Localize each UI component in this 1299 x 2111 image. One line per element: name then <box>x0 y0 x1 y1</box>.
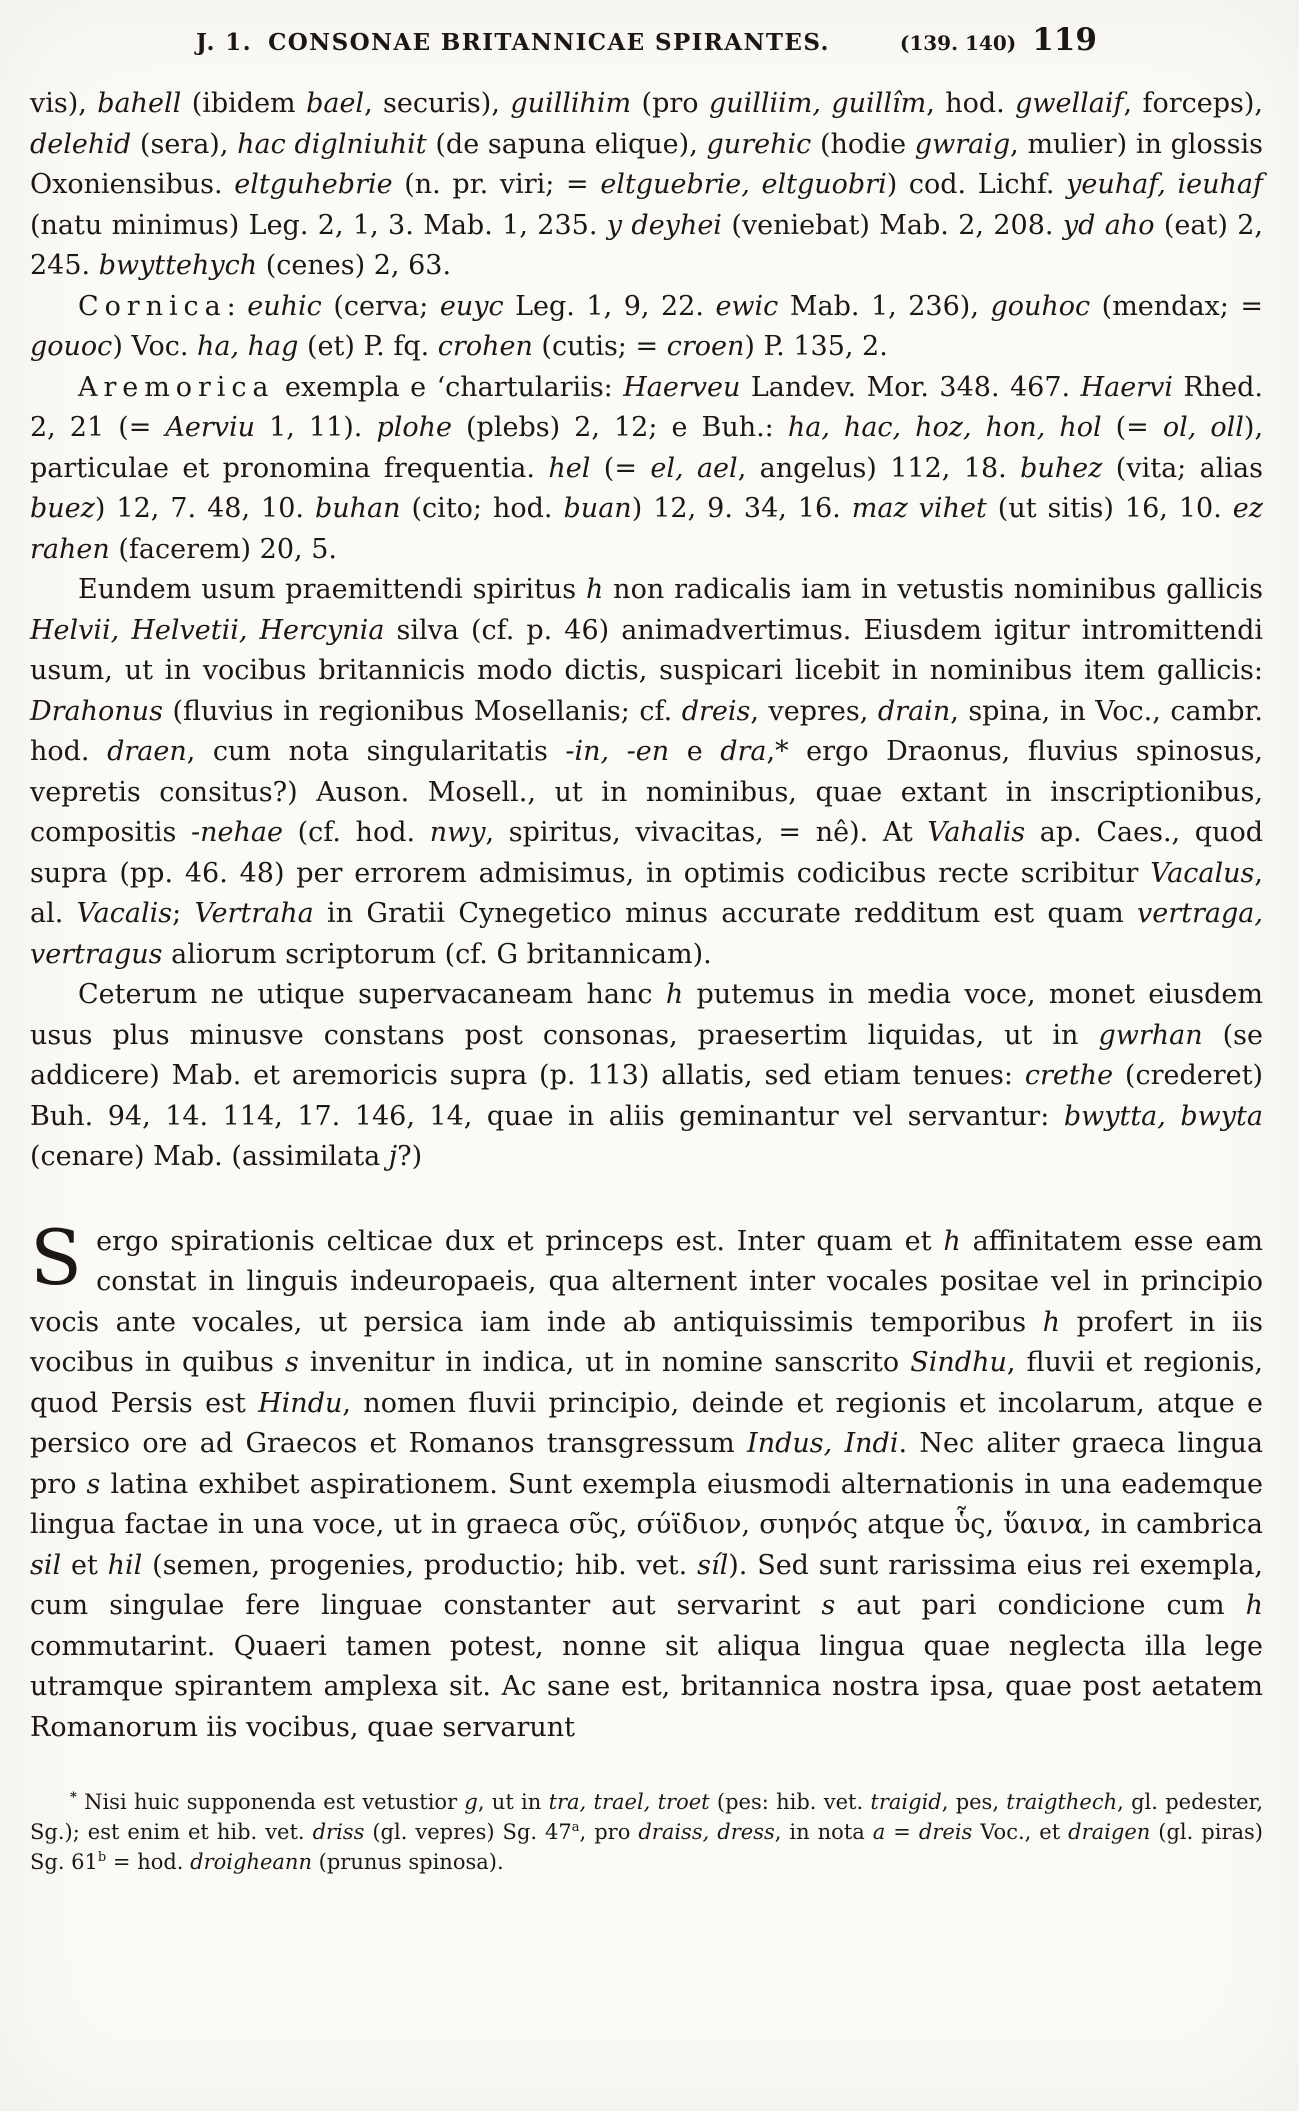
text-run: latina exhibet aspirationem. Sunt exempla eiusmodi alternationis in una eademque lingua factae in una voce, ut in graeca <box>30 1468 1264 1540</box>
text-run: plohe <box>376 412 452 443</box>
text-run: Nisi huic supponenda est vetustior <box>76 1790 465 1814</box>
text-run: (cerva; <box>321 290 440 322</box>
text-run: Hindu <box>258 1387 343 1419</box>
header-title: CONSONAE BRITANNICAE SPIRANTES. <box>268 29 830 56</box>
text-run: ) cod. Lichf. <box>886 169 1067 200</box>
text-run: ewic <box>715 290 779 322</box>
text-run: ὗς, ὕαινα <box>953 1509 1084 1540</box>
text-run: silva (cf. p. 46) animadvertimus. Eiusdem igitur intromittendi usum, ut in vocibus britannicis modo dictis, suspicari licebit in nominibus item gallicis: <box>30 614 1263 686</box>
text-run: 1, 11). <box>255 412 377 443</box>
text-run: gurehic <box>706 128 812 160</box>
text-run: , mulier) in glossis Oxoniensibus. <box>30 128 1263 200</box>
text-run: gouoc <box>30 331 113 362</box>
text-run: hil <box>107 1549 143 1581</box>
text-run: driss <box>312 1819 365 1844</box>
paragraph-eundem <box>30 570 1263 975</box>
text-run: síl <box>697 1549 729 1581</box>
text-run: , forceps), <box>1123 88 1263 119</box>
text-run: affinitatem esse eam constat in linguis indeuropaeis, qua alternent inter vocales positae vel in principio vocis ante vocales, ut persica iam inde ab antiquissimis temporibus <box>30 1225 1263 1338</box>
text-run: Mab. 1, 236), <box>778 290 991 322</box>
text-run: crohen <box>437 331 533 362</box>
text-run: ; <box>172 898 195 929</box>
text-run: Indus, Indi <box>747 1428 899 1459</box>
text-run: (ibidem <box>181 88 307 119</box>
footnote-paragraph <box>30 1788 1263 1877</box>
text-run: yd aho <box>1062 209 1155 241</box>
text-run: ), particulae et pronomina frequentia. <box>30 412 1264 484</box>
text-run: draigen <box>1068 1819 1151 1844</box>
text-run: (eat) 2, 245. <box>30 209 1263 281</box>
text-run: (pro <box>631 88 709 119</box>
text-run: (pes: hib. vet. <box>709 1790 871 1814</box>
text-run: hel <box>548 452 591 484</box>
text-run: traigid <box>870 1790 942 1814</box>
page-number: 119 <box>1032 22 1097 58</box>
text-run: atque <box>858 1509 954 1540</box>
text-run: eltguhebrie <box>234 169 393 200</box>
text-run: , al. <box>30 857 1263 929</box>
text-run: (cito; hod. <box>400 493 564 524</box>
text-run: s <box>284 1347 299 1378</box>
text-run: (sera), <box>131 128 238 160</box>
text-run: ha, hac, hoz, hon, hol <box>787 412 1102 443</box>
chapter-number: J. 1. <box>196 29 253 56</box>
text-run: ez rahen <box>30 493 1263 565</box>
text-run: aut pari condicione cum <box>835 1590 1246 1621</box>
text-run: Ceterum ne utique supervacaneam hanc <box>78 979 666 1010</box>
text-run: bwyttehych <box>98 250 258 281</box>
text-run: ,* ergo Draonus, fluvius spinosus, vepretis consitus?) Auson. Mosell., ut in nominibus, quae extant in inscriptionibus, compositis <box>30 736 1264 848</box>
text-run: Drahonus <box>30 695 163 727</box>
text-run: (vita; alias <box>1102 452 1263 484</box>
text-run: (= <box>1101 412 1163 443</box>
text-run: = hod. <box>106 1849 191 1874</box>
section-paragraph-s <box>30 1212 1264 1749</box>
text-run: vis), <box>30 88 98 119</box>
text-run: , pro <box>579 1819 639 1844</box>
text-run: (gl. vepres) Sg. 47 <box>364 1819 572 1844</box>
text-run: h <box>943 1225 961 1257</box>
text-run: (n. pr. viri; = <box>392 169 601 200</box>
text-run: buhan <box>314 493 401 524</box>
text-run: Helvii, Helvetii, Hercynia <box>30 614 385 646</box>
text-run: nwy <box>429 817 486 848</box>
text-run: crethe <box>1024 1060 1114 1091</box>
text-run: maz vihet <box>851 493 987 524</box>
text-run: ). Sed sunt rarissima eius rei exempla, cum singulae fere linguae constanter aut servarint <box>30 1549 1263 1621</box>
text-run: , hod. <box>926 88 1016 119</box>
text-run: Leg. 1, 9, 22. <box>503 290 716 322</box>
text-run: tra, trael, troet <box>548 1790 710 1814</box>
page-header <box>30 22 1263 58</box>
text-run: : <box>226 290 248 322</box>
text-run: (natu minimus) Leg. 2, 1, 3. Mab. 1, 235. <box>30 209 607 241</box>
text-run: exempla e ‘chartulariis: <box>274 371 624 403</box>
text-run: dreis <box>681 695 751 727</box>
paragraph-aremorica <box>30 368 1263 571</box>
text-run: Aerviu <box>165 412 256 443</box>
text-run: aliorum scriptorum (cf. G britannicam). <box>162 938 712 970</box>
text-run: Landev. Mor. 348. 467. <box>740 371 1081 403</box>
text-run: , gl. pedester, Sg.); est enim et hib. vet. <box>30 1790 1263 1844</box>
text-run: Eundem usum praemittendi spiritus <box>78 574 586 605</box>
text-run: Haerveu <box>623 371 741 403</box>
text-run: (cenare) Mab. (assimilata <box>30 1141 389 1172</box>
text-run: ?) <box>397 1141 423 1172</box>
text-run: , angelus) 112, 18. <box>737 452 1021 484</box>
text-run: el, ael <box>650 452 738 484</box>
text-run: guilliim, guillîm <box>708 88 927 119</box>
text-run: ap. Caes., quod supra (pp. 46. 48) per errorem admisimus, in optimis codicibus recte scribitur <box>30 817 1264 889</box>
text-run: guillihim <box>510 88 632 119</box>
text-run: ha, hag <box>197 331 299 362</box>
text-run: (fluvius in regionibus Mosellanis; cf. <box>162 695 682 727</box>
text-run: delehid <box>30 128 132 160</box>
text-run: Haervi <box>1080 371 1173 403</box>
text-run: Vahalis <box>927 817 1026 848</box>
body-text <box>30 84 1263 1748</box>
text-run: (facerem) 20, 5. <box>109 533 337 565</box>
text-run: (se addicere) Mab. et aremoricis supra (p. 113) allatis, sed etiam tenues: <box>30 1019 1263 1091</box>
text-run: h <box>1245 1590 1263 1621</box>
text-run: droigheann <box>190 1849 312 1874</box>
text-run: putemus in media voce, monet eiusdem usus plus minusve constans post consonas, praesertim liquidas, ut in <box>30 979 1263 1051</box>
drop-cap: S <box>30 1212 83 1302</box>
text-run: Rhed. 2, 21 (= <box>30 371 1263 443</box>
footnote <box>30 1788 1263 1877</box>
text-run: , spiritus, vivacitas, = nê). At <box>485 817 928 848</box>
text-run: in Gratii Cynegetico minus accurate redditum est quam <box>313 898 1138 929</box>
text-run: Cornica <box>78 290 227 322</box>
text-run: j <box>388 1141 398 1172</box>
text-run: , ut in <box>477 1790 549 1814</box>
text-run: dra <box>720 736 767 767</box>
text-run: (crederet) Buh. 94, 14. 114, 17. 146, 14, quae in aliis geminantur vel servantur: <box>30 1060 1264 1132</box>
text-run: gwraig <box>914 128 1011 160</box>
text-run: euhic <box>247 290 322 322</box>
text-run: s <box>86 1468 101 1500</box>
text-run: = <box>885 1819 919 1844</box>
text-run: vertraga, vertragus <box>30 898 1263 970</box>
text-run: ) P. 135, 2. <box>744 331 888 362</box>
text-run: ) 12, 7. 48, 10. <box>94 493 315 524</box>
text-run: Vacalis <box>76 898 173 929</box>
text-run: (cenes) 2, 63. <box>257 250 452 281</box>
text-run: h <box>665 979 684 1010</box>
text-run: (semen, progenies, productio; hib. vet. <box>142 1549 698 1581</box>
text-run: ) Voc. <box>112 331 197 362</box>
text-run: g <box>464 1790 478 1814</box>
text-run: dreis <box>918 1819 973 1844</box>
text-run: Vacalus <box>1150 857 1255 889</box>
paragraph-continuation <box>30 84 1263 287</box>
text-run: , cum nota singularitatis <box>186 736 566 767</box>
text-run: non radicalis iam in vetustis nominibus gallicis <box>603 574 1263 605</box>
text-run: buan <box>563 493 632 524</box>
text-run: (cf. hod. <box>282 817 430 848</box>
paragraph-ceterum <box>30 975 1263 1178</box>
text-run: (plebs) 2, 12; e Buh.: <box>451 412 788 443</box>
text-run: hac diglniuhit <box>237 128 427 160</box>
text-run: Voc., et <box>972 1819 1069 1844</box>
paragraph-cornica <box>30 287 1263 368</box>
text-run: σῦς, σύϊδιον, συηνός <box>568 1509 859 1540</box>
text-run: b <box>97 1849 107 1865</box>
text-run: , fluvii et regionis, quod Persis est <box>30 1347 1264 1419</box>
text-run: eltguebrie, eltguobri <box>600 169 887 200</box>
text-run: bwytta, bwyta <box>1063 1100 1263 1132</box>
text-run: euyc <box>439 290 504 322</box>
column-reference: (139. 140) <box>899 31 1017 55</box>
text-run: et <box>61 1549 108 1581</box>
text-run: draen <box>107 736 187 767</box>
text-run: (cutis; = <box>532 331 667 362</box>
text-run: yeuhaf, ieuhaf <box>1066 169 1263 200</box>
text-run: (= <box>590 452 651 484</box>
text-run: gwellaif <box>1015 88 1124 119</box>
text-run: , in nota <box>774 1819 873 1844</box>
text-run: * <box>70 1790 77 1805</box>
text-run: gouhoc <box>990 290 1091 322</box>
text-run: Sindhu <box>910 1347 1007 1378</box>
text-run: h <box>1042 1306 1061 1338</box>
text-run: bahell <box>97 88 182 119</box>
text-run: sil <box>30 1549 62 1581</box>
text-run: commutarint. Quaeri tamen potest, nonne sit aliqua lingua quae neglecta illa lege utramque spirantem amplexa sit. Ac sane est, britannica nostra ipsa, quae post aetatem Romanorum iis vocibus, quae servarunt <box>30 1630 1263 1743</box>
text-run: croen <box>666 331 745 362</box>
text-run: (prunus spinosa). <box>311 1849 504 1874</box>
header-right-group <box>900 22 1097 58</box>
text-run: , securis), <box>364 88 511 119</box>
text-run: (ut sitis) 16, 10. <box>986 493 1233 524</box>
text-run: y deyhei <box>606 209 722 241</box>
text-run: . Nec aliter graeca lingua pro <box>30 1428 1264 1500</box>
text-run: ol, oll <box>1162 412 1244 443</box>
text-run: , spina, in Voc., cambr. hod. <box>30 695 1264 767</box>
text-run: , pes, <box>941 1790 1007 1814</box>
text-run: drain <box>877 695 951 727</box>
text-run: traigthech <box>1006 1790 1118 1814</box>
text-run: bael <box>306 88 365 119</box>
text-run: , in cambrica <box>1083 1509 1263 1540</box>
text-run: (de sapuna elique), <box>426 128 707 160</box>
text-run: ) 12, 9. 34, 16. <box>631 493 852 524</box>
text-run: a <box>872 1819 886 1844</box>
text-run: -nehae <box>191 817 283 848</box>
text-run: Vertraha <box>194 898 314 929</box>
text-run: s <box>821 1590 836 1621</box>
running-title <box>196 29 830 56</box>
text-run: profert in iis vocibus in quibus <box>30 1306 1263 1378</box>
text-run: -in, -en <box>565 736 670 767</box>
text-run: (hodie <box>811 128 915 160</box>
text-run: Aremorica <box>78 371 275 403</box>
text-run: buhez <box>1020 452 1103 484</box>
text-run: h <box>585 574 604 605</box>
text-run: (mendax; = <box>1090 290 1264 322</box>
text-run: buez <box>30 493 95 524</box>
text-run: ergo spirationis celticae dux et princeps est. Inter quam et <box>96 1225 944 1257</box>
text-run: e <box>669 736 721 767</box>
text-run: (veniebat) Mab. 2, 208. <box>721 209 1063 241</box>
text-run: draiss, dress <box>638 1819 775 1844</box>
text-run: gwrhan <box>1098 1019 1203 1051</box>
text-run: (et) P. fq. <box>298 331 438 362</box>
text-run: (gl. piras) Sg. 61 <box>30 1819 1263 1874</box>
text-run: , nomen fluvii principio, deinde et regionis et incolarum, atque e persico ore ad Graecos et Romanos transgressum <box>30 1387 1263 1459</box>
text-run: , vepres, <box>750 695 878 727</box>
text-run: invenitur in indica, ut in nomine sanscrito <box>298 1347 911 1378</box>
text-run: a <box>571 1819 580 1835</box>
